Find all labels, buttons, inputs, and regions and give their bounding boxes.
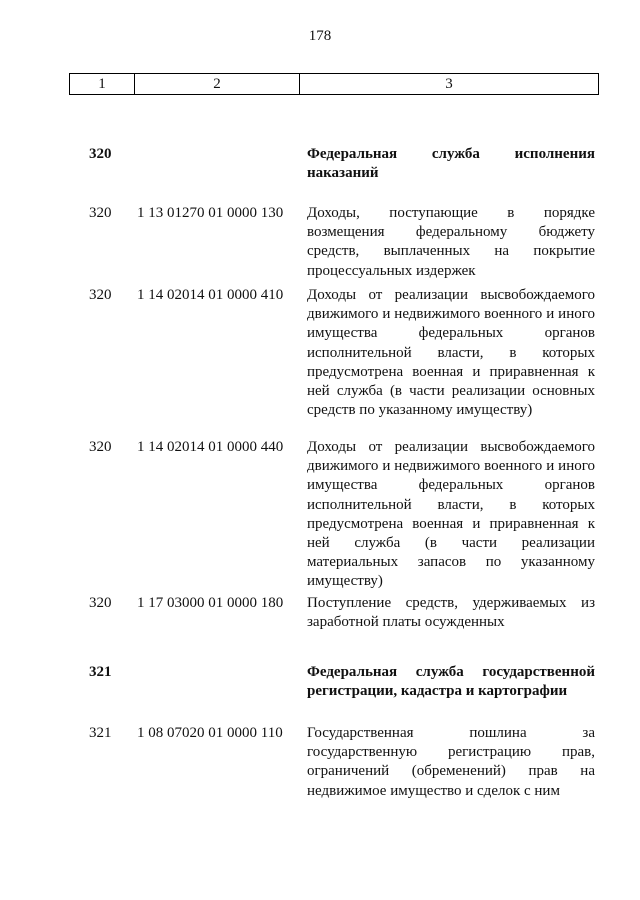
admin-code: 320 xyxy=(89,205,112,221)
revenue-code: 1 13 01270 01 0000 130 xyxy=(137,205,284,221)
column-header-1: 1 xyxy=(70,74,135,94)
revenue-description: Доходы от реализации высвобождаемого движимого и недвижимого военного и иного имущества федеральных органов исполнительной власти, в которых предусмотрена военная и приравненная к ней служба (в части реализации основных средств по указанному имуществу) xyxy=(307,287,595,419)
revenue-code: 1 14 02014 01 0000 410 xyxy=(137,287,284,303)
revenue-description: Поступление средств, удерживаемых из заработной платы осужденных xyxy=(307,595,595,631)
revenue-description: Государственная пошлина за государственную регистрацию прав, ограничений (обременений) прав на недвижимое имущество и сделок с ним xyxy=(307,725,595,799)
revenue-code: 1 17 03000 01 0000 180 xyxy=(137,595,284,611)
revenue-code: 1 14 02014 01 0000 440 xyxy=(137,439,284,455)
admin-code: 321 xyxy=(89,725,112,741)
column-header-row xyxy=(69,73,599,95)
revenue-description: Доходы, поступающие в порядке возмещения федеральному бюджету средств, выплаченных на покрытие процессуальных издержек xyxy=(307,205,595,279)
column-header-3: 3 xyxy=(300,74,599,94)
column-header-2: 2 xyxy=(135,74,300,94)
page-number: 178 xyxy=(308,28,332,44)
section-code: 321 xyxy=(89,664,112,680)
section-title: Федеральная служба исполнения наказаний xyxy=(307,146,595,182)
section-title: Федеральная служба государственной регистрации, кадастра и картографии xyxy=(307,664,595,700)
admin-code: 320 xyxy=(89,287,112,303)
revenue-code: 1 08 07020 01 0000 110 xyxy=(137,725,283,741)
revenue-description: Доходы от реализации высвобождаемого движимого и недвижимого военного и иного имущества федеральных органов исполнительной власти, в которых предусмотрена военная и приравненная к ней служба (в части реализации материальных запасов по указанному имуществу) xyxy=(307,439,595,590)
section-code: 320 xyxy=(89,146,112,162)
admin-code: 320 xyxy=(89,595,112,611)
admin-code: 320 xyxy=(89,439,112,455)
